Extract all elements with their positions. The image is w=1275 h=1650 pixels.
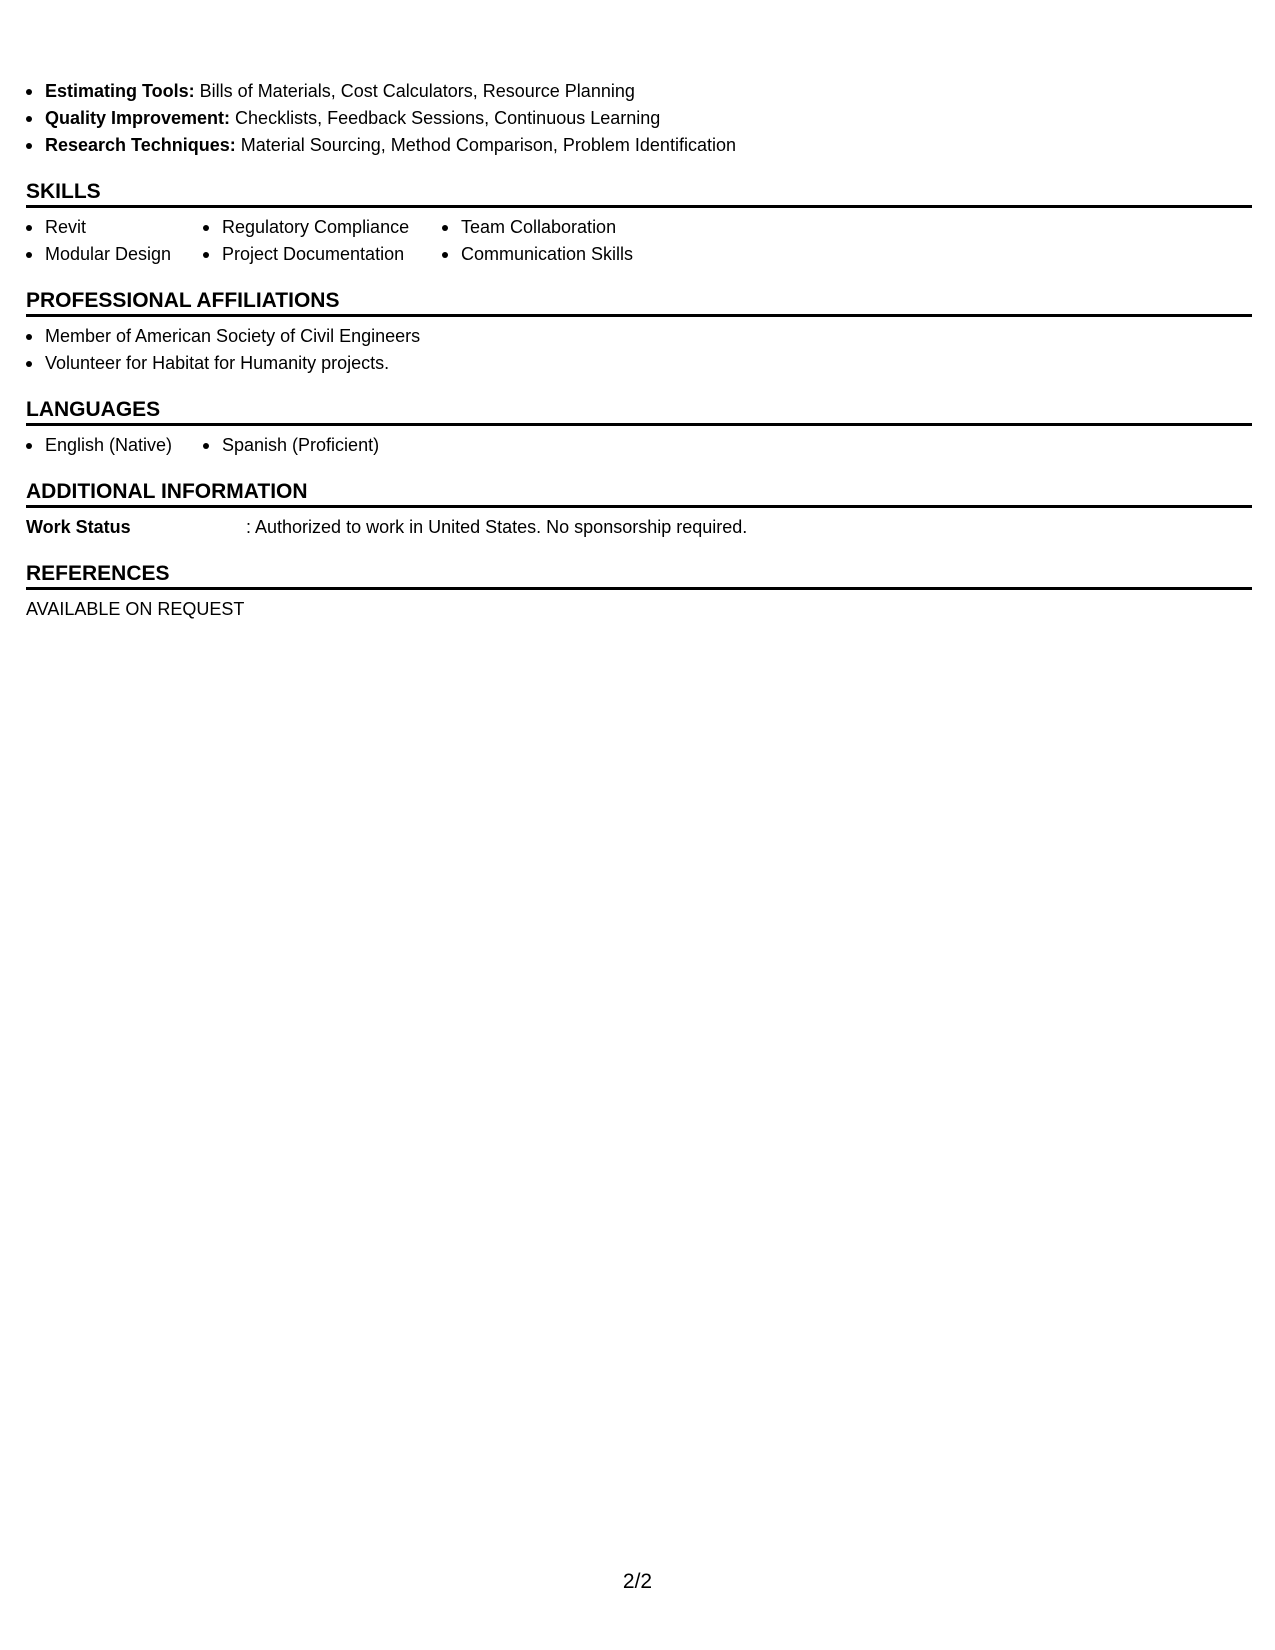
page-number: 2/2 [622,1570,653,1593]
affiliations-section [26,284,1252,377]
languages-column [26,432,203,459]
item-text: Bills of Materials, Cost Calculators, Resource Planning [194,81,635,101]
languages-row [26,432,1252,459]
section-divider [26,205,1252,208]
section-title: ADDITIONAL INFORMATION [26,480,308,503]
work-status-row [26,514,1252,541]
section-divider [26,587,1252,590]
item-text: Checklists, Feedback Sessions, Continuous Learning [230,108,661,128]
skills-column [442,214,702,268]
list-item: Spanish (Proficient) [203,432,380,459]
list-item: Team Collaboration [442,214,702,241]
section-title: REFERENCES [26,562,170,585]
list-item: English (Native) [26,432,203,459]
list-item: Member of American Society of Civil Engineers [26,323,1252,350]
item-label: Quality Improvement: [45,108,231,128]
section-divider [26,423,1252,426]
section-title: SKILLS [26,180,101,203]
list-item: Volunteer for Habitat for Humanity projects. [26,350,1252,377]
section-title: LANGUAGES [26,398,161,421]
work-status-value: : Authorized to work in United States. No sponsorship required. [246,517,748,537]
languages-column [203,432,380,459]
additional-info-section [26,475,1252,541]
section-title: PROFESSIONAL AFFILIATIONS [26,289,340,312]
skills-column [26,214,203,268]
references-section [26,557,1252,623]
skills-section [26,175,1252,268]
work-status-label: Work Status [26,517,131,537]
item-label: Research Techniques: [45,135,236,155]
list-item: Communication Skills [442,241,702,268]
list-item [26,78,1252,105]
affiliations-list [26,323,1252,377]
skills-column [203,214,442,268]
list-item: Project Documentation [203,241,442,268]
references-text: AVAILABLE ON REQUEST [26,599,245,619]
list-item: Regulatory Compliance [203,214,442,241]
resume-page-content [26,78,1252,623]
list-item [26,105,1252,132]
list-item [26,132,1252,159]
tools-list [26,78,1252,159]
item-text: Material Sourcing, Method Comparison, Problem Identification [235,135,736,155]
skills-columns [26,214,1252,268]
list-item: Modular Design [26,241,203,268]
list-item: Revit [26,214,203,241]
languages-section [26,393,1252,459]
item-label: Estimating Tools: [45,81,195,101]
